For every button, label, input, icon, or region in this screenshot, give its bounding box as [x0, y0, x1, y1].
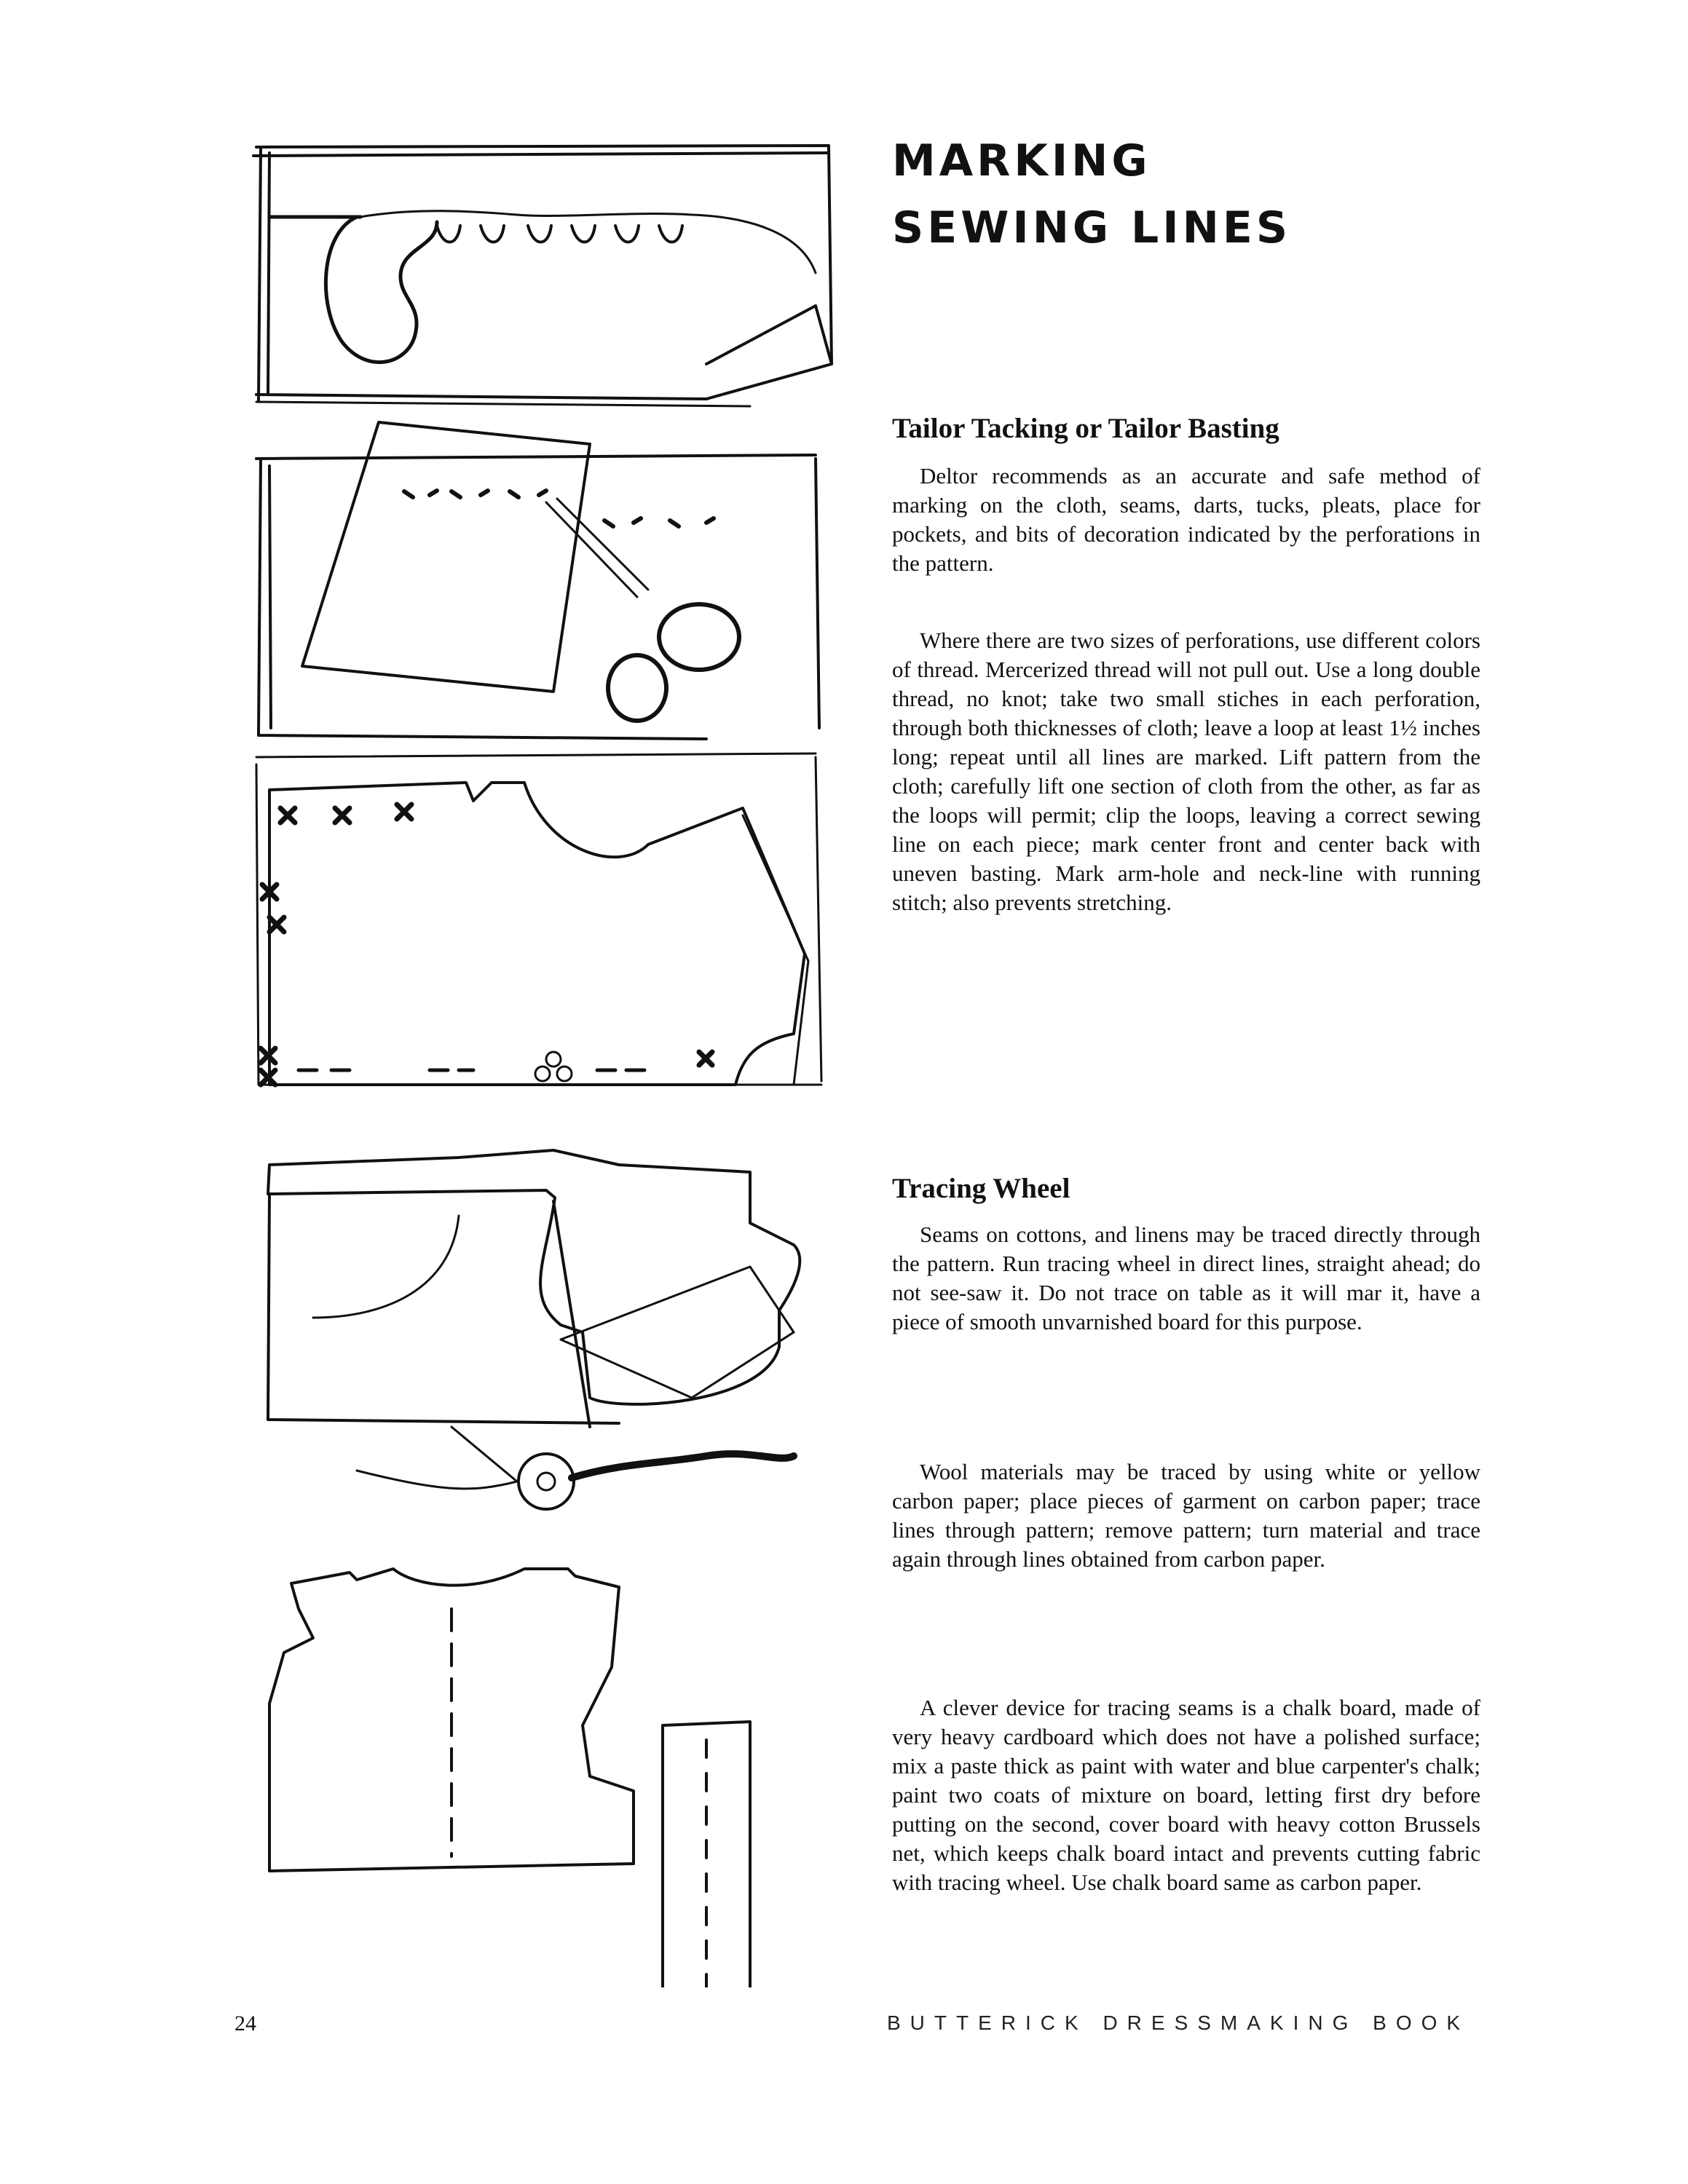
clipping-loops-scissors-drawing	[256, 422, 819, 739]
paragraph-tracing-wool: Wool materials may be traced by using white or yellow carbon paper; place pieces of garment on carbon paper; trace lines through pattern; remove pattern; turn material and trace again through lines obtained from carbon paper.	[892, 1459, 1480, 1572]
page-number: 24	[234, 2011, 256, 2035]
paragraph-chalk-board: A clever device for tracing seams is a chalk board, made of very heavy cardboard which does not have a polished surface; mix a paste thick as paint with water and blue carpenter's chalk; paint two coats of mixture on board, letting first dry before putting on the second, cover board with heavy cotton Brussels net, which keeps chalk board intact and prevents cutting fabric with tracing wheel. Use chalk board same as carbon paper.	[892, 1695, 1480, 1895]
illustration-column	[240, 124, 859, 1987]
title-line-1: MARKING	[892, 135, 1151, 186]
pattern-pieces-tracing-drawing	[268, 1150, 800, 1987]
marked-bodice-piece-drawing	[256, 753, 821, 1085]
paragraph-tracing-cottons: Seams on cottons, and linens may be traced directly through the pattern. Run tracing wheel in direct lines, straight ahead; do not see-saw it. Do not trace on table as it will mar it, have a piece of smooth unvarnished board for this purpose.	[892, 1222, 1480, 1334]
paragraph-tailor-tacking-intro: Deltor recommends as an accurate and safe method of marking on the cloth, seams, darts, tucks, pleats, place for pockets, and bits of decoration indicated by the perforations in the pattern.	[892, 463, 1480, 576]
section-heading-tracing-wheel: Tracing Wheel	[892, 1173, 1070, 1204]
tailor-tacking-loops-drawing	[253, 146, 832, 406]
running-title: BUTTERICK DRESSMAKING BOOK	[887, 2011, 1470, 2034]
title-line-2: SEWING LINES	[892, 202, 1292, 253]
page-title	[892, 127, 1291, 261]
section-heading-tailor-tacking: Tailor Tacking or Tailor Basting	[892, 413, 1279, 444]
paragraph-tailor-tacking-method: Where there are two sizes of perforations, use different colors of thread. Mercerized thread will not pull out. Use a long double thread, no knot; take two small stiches in each perforation, through both thicknesses of cloth; leave a loop at least 1½ inches long; repeat until all lines are marked. Lift pattern from the cloth; carefully lift one section of cloth from the other, as far as the loops will permit; clip the loops, leaving a correct sewing line on each piece; mark center front and center back with uneven basting. Mark arm-hole and neck-line with running stitch; also prevents stretching.	[892, 628, 1480, 915]
